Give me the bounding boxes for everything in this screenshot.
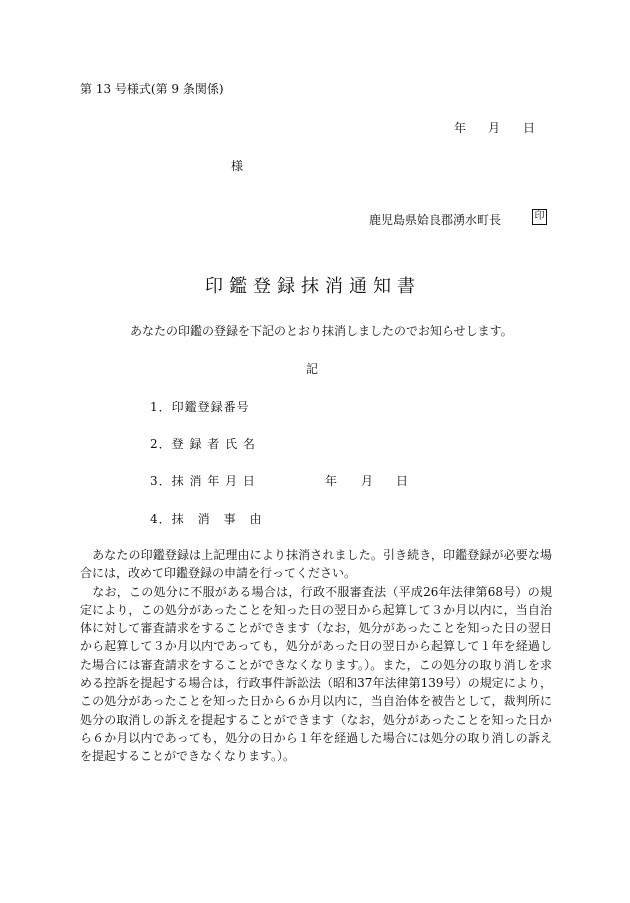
addressee-suffix: 様 [231, 159, 244, 173]
date-day-label: 日 [523, 121, 536, 135]
item-registration-number [150, 398, 250, 415]
item-label: 1．印鑑登録番号 [150, 400, 250, 414]
item-label: 4．抹 消 事 由 [150, 512, 263, 526]
document-title: 印鑑登録抹消通知書 [205, 276, 421, 297]
lead-sentence: あなたの印鑑の登録を下記のとおり抹消しましたのでお知らせします。 [130, 324, 513, 338]
cancel-year-label: 年 [325, 474, 338, 488]
form-number: 第 13 号様式(第 9 条関係) [80, 82, 224, 96]
cancel-month-label: 月 [361, 474, 374, 488]
item-registrant-name [150, 435, 256, 452]
item-cancellation-date [150, 472, 256, 489]
body-paragraph: あなたの印鑑登録は上記理由により抹消されました。引き続き，印鑑登録が必要な場合には，改めて印鑑登録の申請を行ってください。 [80, 548, 552, 581]
date-month-label: 月 [488, 121, 501, 135]
ki-heading: 記 [306, 362, 319, 376]
notice-body [80, 546, 552, 766]
item-label: 2．登 録 者 氏 名 [150, 437, 256, 451]
item-label: 3．抹 消 年 月 日 [150, 474, 256, 488]
item-cancellation-reason [150, 510, 263, 527]
date-year-label: 年 [454, 121, 467, 135]
issuer-name: 鹿児島県姶良郡湧水町長 [369, 213, 502, 227]
seal-mark: 印 [532, 209, 547, 225]
cancel-day-label: 日 [396, 474, 409, 488]
body-paragraph: なお，この処分に不服がある場合は，行政不服審査法（平成26年法律第68号）の規定により，この処分があったことを知った日の翌日から起算して３か月以内に，当自治体に対して審査請求をすることができます（なお，処分があったことを知った日の翌日から起算して３か月以内であっても，処分があった日の翌日から起算して１年を経過した場合には審査請求をすることができなくなります。）。また，この処分の取り消しを求める控訴を提起する場合は，行政事件訴訟法（昭和37年法律第139号）の規定により，この処分があったことを知った日から６か月以内に，当自治体を被告として，裁判所に処分の取消しの訴えを提起することができます（なお，処分があったことを知った日から６か月以内であっても，処分の日から１年を経過した場合には処分の取り消しの訴えを提起することができなくなります。）。 [80, 584, 552, 764]
